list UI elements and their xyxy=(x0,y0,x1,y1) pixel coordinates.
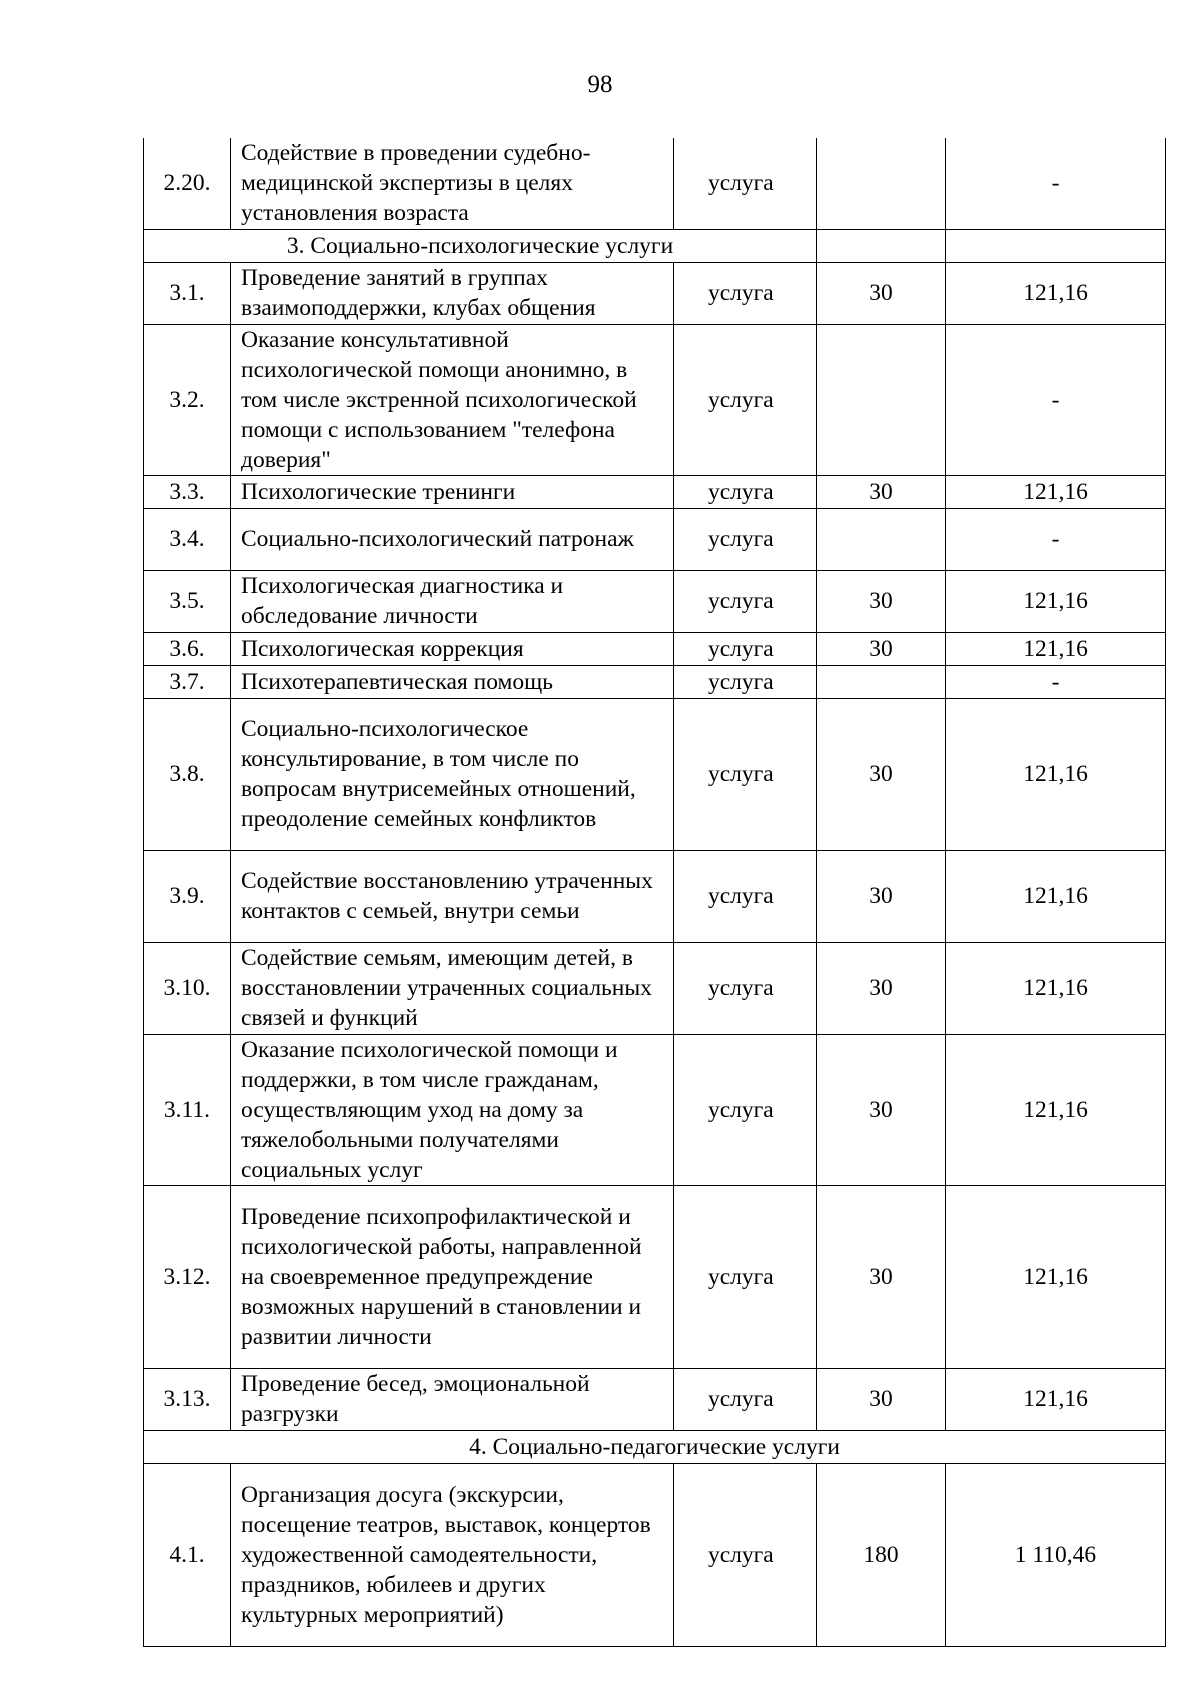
unit-cell: услуга xyxy=(674,632,817,665)
unit-cell: услуга xyxy=(674,138,817,229)
unit-cell: услуга xyxy=(674,665,817,698)
row-number: 3.10. xyxy=(144,942,231,1034)
quantity-cell: 30 xyxy=(817,262,946,324)
table-row xyxy=(144,570,1166,632)
service-name: Проведение бесед, эмоциональной разгрузки xyxy=(231,1368,674,1430)
row-number: 3.2. xyxy=(144,324,231,475)
row-number: 3.1. xyxy=(144,262,231,324)
row-number: 3.9. xyxy=(144,850,231,942)
quantity-cell: 30 xyxy=(817,1034,946,1185)
price-cell: 121,16 xyxy=(946,698,1166,850)
row-number: 3.3. xyxy=(144,475,231,508)
table-row xyxy=(144,138,1166,229)
unit-cell: услуга xyxy=(674,850,817,942)
service-name: Содействие в проведении судебно-медицинской экспертизы в целях установления возраста xyxy=(231,138,674,229)
section-title: 3. Социально-психологические услуги xyxy=(144,229,817,262)
table-row xyxy=(144,1463,1166,1646)
service-name: Проведение занятий в группах взаимоподдержки, клубах общения xyxy=(231,262,674,324)
service-name: Социально-психологическое консультирование, в том числе по вопросам внутрисемейных отношений, преодоление семейных конфликтов xyxy=(231,698,674,850)
unit-cell: услуга xyxy=(674,1368,817,1430)
table-row xyxy=(144,508,1166,570)
service-name: Психологические тренинги xyxy=(231,475,674,508)
unit-cell: услуга xyxy=(674,942,817,1034)
section-row xyxy=(144,229,1166,262)
section-row xyxy=(144,1430,1166,1463)
row-number: 3.6. xyxy=(144,632,231,665)
service-name: Содействие восстановлению утраченных контактов с семьей, внутри семьи xyxy=(231,850,674,942)
empty-cell xyxy=(946,229,1166,262)
price-cell: 121,16 xyxy=(946,942,1166,1034)
table-row xyxy=(144,665,1166,698)
empty-cell xyxy=(817,229,946,262)
quantity-cell xyxy=(817,508,946,570)
quantity-cell: 30 xyxy=(817,1368,946,1430)
unit-cell: услуга xyxy=(674,698,817,850)
price-cell: - xyxy=(946,138,1166,229)
service-name: Психотерапевтическая помощь xyxy=(231,665,674,698)
unit-cell: услуга xyxy=(674,1185,817,1368)
quantity-cell: 180 xyxy=(817,1463,946,1646)
row-number: 3.12. xyxy=(144,1185,231,1368)
unit-cell: услуга xyxy=(674,262,817,324)
service-name: Психологическая коррекция xyxy=(231,632,674,665)
row-number: 3.11. xyxy=(144,1034,231,1185)
quantity-cell: 30 xyxy=(817,942,946,1034)
price-cell: 121,16 xyxy=(946,632,1166,665)
quantity-cell xyxy=(817,324,946,475)
service-name: Проведение психопрофилактической и психологической работы, направленной на своевременное предупреждение возможных нарушений в становлении и развитии личности xyxy=(231,1185,674,1368)
service-name: Психологическая диагностика и обследование личности xyxy=(231,570,674,632)
quantity-cell: 30 xyxy=(817,632,946,665)
unit-cell: услуга xyxy=(674,508,817,570)
price-cell: 121,16 xyxy=(946,1034,1166,1185)
unit-cell: услуга xyxy=(674,1463,817,1646)
section-title: 4. Социально-педагогические услуги xyxy=(144,1430,1166,1463)
price-cell: 121,16 xyxy=(946,475,1166,508)
unit-cell: услуга xyxy=(674,1034,817,1185)
price-cell: 121,16 xyxy=(946,570,1166,632)
price-cell: 121,16 xyxy=(946,1185,1166,1368)
row-number: 3.7. xyxy=(144,665,231,698)
table-row xyxy=(144,1368,1166,1430)
row-number: 3.8. xyxy=(144,698,231,850)
quantity-cell: 30 xyxy=(817,475,946,508)
price-cell: 1 110,46 xyxy=(946,1463,1166,1646)
row-number: 3.4. xyxy=(144,508,231,570)
quantity-cell: 30 xyxy=(817,570,946,632)
row-number: 3.5. xyxy=(144,570,231,632)
quantity-cell: 30 xyxy=(817,850,946,942)
unit-cell: услуга xyxy=(674,570,817,632)
row-number: 3.13. xyxy=(144,1368,231,1430)
table-row xyxy=(144,632,1166,665)
service-name: Организация досуга (экскурсии, посещение театров, выставок, концертов художественной самодеятельности, праздников, юбилеев и других культурных мероприятий) xyxy=(231,1463,674,1646)
price-cell: 121,16 xyxy=(946,850,1166,942)
unit-cell: услуга xyxy=(674,475,817,508)
price-cell: 121,16 xyxy=(946,1368,1166,1430)
table-row xyxy=(144,1185,1166,1368)
row-number: 2.20. xyxy=(144,138,231,229)
quantity-cell xyxy=(817,665,946,698)
service-name: Социально-психологический патронаж xyxy=(231,508,674,570)
table-row xyxy=(144,475,1166,508)
price-cell: - xyxy=(946,665,1166,698)
price-cell: - xyxy=(946,324,1166,475)
row-number: 4.1. xyxy=(144,1463,231,1646)
quantity-cell xyxy=(817,138,946,229)
price-cell: - xyxy=(946,508,1166,570)
unit-cell: услуга xyxy=(674,324,817,475)
page-number: 98 xyxy=(587,71,613,98)
table-row xyxy=(144,942,1166,1034)
quantity-cell: 30 xyxy=(817,1185,946,1368)
service-name: Содействие семьям, имеющим детей, в восстановлении утраченных социальных связей и функций xyxy=(231,942,674,1034)
service-name: Оказание консультативной психологической помощи анонимно, в том числе экстренной психологической помощи с использованием "телефона доверия" xyxy=(231,324,674,475)
table-row xyxy=(144,262,1166,324)
quantity-cell: 30 xyxy=(817,698,946,850)
table-row xyxy=(144,1034,1166,1185)
table-row xyxy=(144,324,1166,475)
table-row xyxy=(144,698,1166,850)
table-row xyxy=(144,850,1166,942)
services-table xyxy=(143,138,1166,1647)
price-cell: 121,16 xyxy=(946,262,1166,324)
service-name: Оказание психологической помощи и поддержки, в том числе гражданам, осуществляющим уход на дому за тяжелобольными получателями социальных услуг xyxy=(231,1034,674,1185)
